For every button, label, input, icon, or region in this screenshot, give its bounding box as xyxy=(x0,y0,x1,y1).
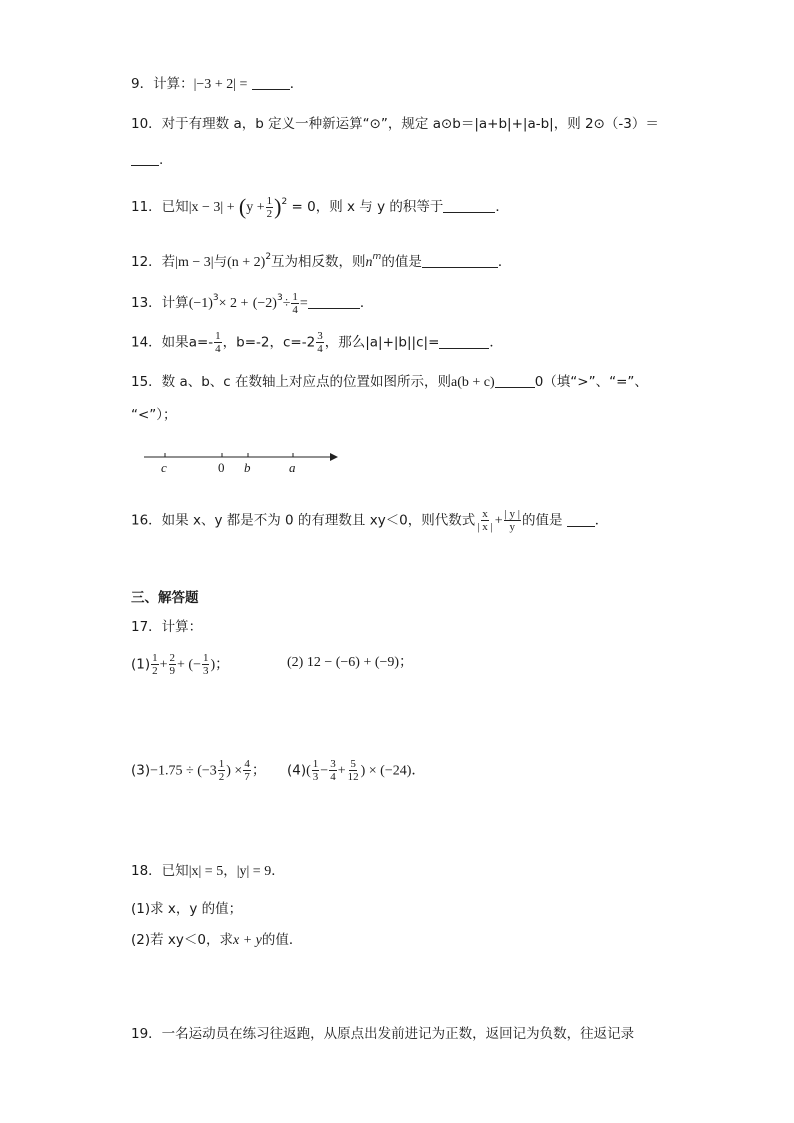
answer-blank xyxy=(308,294,360,309)
section-title: 三、解答题 xyxy=(131,590,199,606)
question-17-part2: (2) 12 − (−6) + (−9)； xyxy=(287,655,414,670)
answer-blank xyxy=(567,512,595,527)
question-18-sub2: (2)若 xy＜0，求x + y的值． xyxy=(131,932,303,948)
number-line-figure xyxy=(144,448,344,482)
question-19: 19．一名运动员在练习往返跑，从原点出发前进记为正数，返回记为负数，往返记录 xyxy=(131,1026,635,1042)
question-17-part4: (4)( $\frac{1}{3}$ − $\frac{3}{4}$ + $\frac{5}{12}$ ) × (−24)． xyxy=(287,758,426,783)
question-17-part1: (1) $\frac{1}{2}$ + $\frac{2}{9}$ + (− $\frac{1}{3}$ )； xyxy=(131,652,230,677)
question-14: 14．如果a=- $\frac{1}{4}$ ，b=-2，c=-2 $\frac{3}{4}$ ，那么|a|+|b||c|= ． xyxy=(131,330,503,355)
question-17: 17．计算： xyxy=(131,619,203,635)
question-17-part3: (3)−1.75 ÷ (−3 $\frac{1}{2}$ ) × $\frac{4}{7}$ ； xyxy=(131,758,266,783)
question-12: 12．若|m − 3|与$(n + 2)^2$互为相反数，则$n^m$的值是 ． xyxy=(131,252,512,270)
question-9: 9．计算：|−3 + 2| = ． xyxy=(131,76,304,92)
question-18-sub1: (1)求 x，y 的值； xyxy=(131,901,243,917)
question-15: 15．数 a、b、c 在数轴上对应点的位置如图所示，则a(b + c) 0（填“>”、“=”、 xyxy=(131,374,648,390)
label-b: b xyxy=(244,460,251,475)
label-c: c xyxy=(161,460,167,475)
answer-blank xyxy=(443,198,495,213)
label-a: a xyxy=(289,460,296,475)
question-11: 11．已知|x − 3| + (y + $\frac{1}{2}$ )$^2$ = 0，则 x 与 y 的积等于 ． xyxy=(131,194,509,220)
question-13: 13．计算$(-1)^3\times 2 + (-2)^3\div$ $\frac{1}{4}$ = ． xyxy=(131,290,374,316)
answer-blank xyxy=(252,75,290,90)
answer-blank xyxy=(422,253,498,268)
question-15-line2: “<”）； xyxy=(131,407,177,423)
question-10: 10．对于有理数 a，b 定义一种新运算“⊙”，规定 a⊙b＝|a+b|+|a-b|，则 2⊙（-3）＝ xyxy=(131,116,659,132)
question-16: 16．如果 x、y 都是不为 0 的有理数且 xy＜0，则代数式 $\frac{x}{| x |}$ + $\frac{| y |}{y}$ 的值是 ． xyxy=(131,508,609,533)
answer-blank xyxy=(131,151,159,166)
question-10-blank-line: . xyxy=(131,150,163,170)
answer-blank xyxy=(495,373,535,388)
label-zero: 0 xyxy=(218,460,225,475)
answer-blank xyxy=(439,334,489,349)
question-18: 18．已知|x| = 5，|y| = 9． xyxy=(131,863,285,879)
